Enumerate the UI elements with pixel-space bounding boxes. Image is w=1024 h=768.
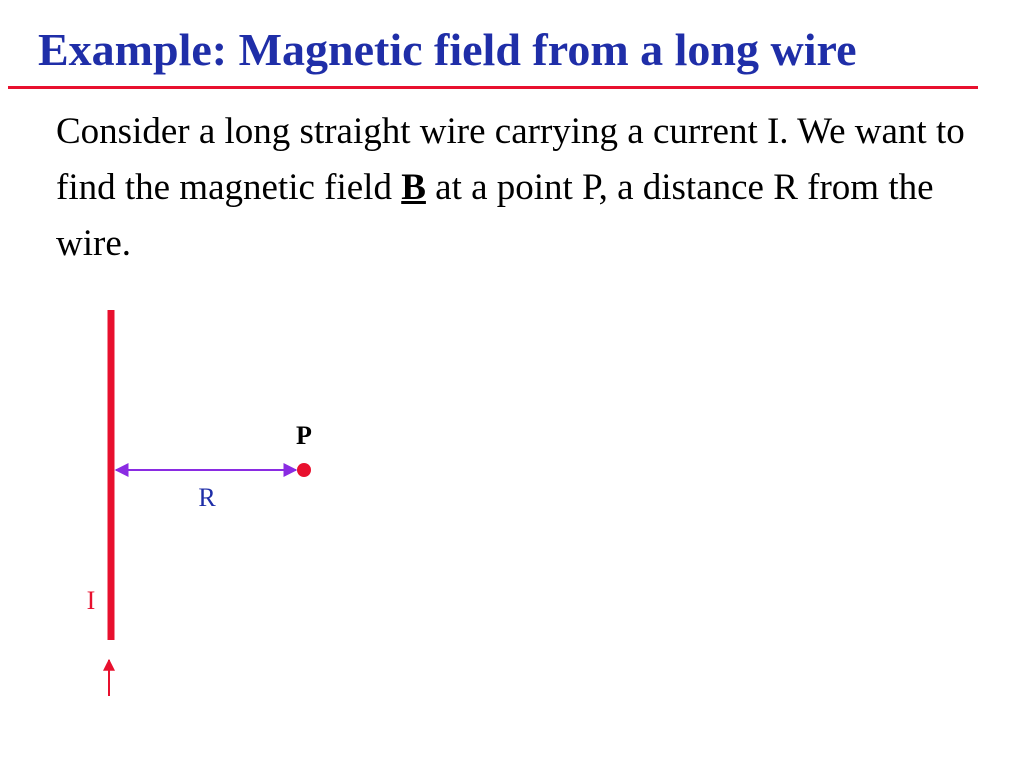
body-text-end: at a point P, a distance R from the wire. (56, 167, 934, 264)
point-p-dot (297, 463, 311, 477)
current-label: I (86, 586, 96, 615)
point-p-label: P (296, 421, 312, 450)
slide-title: Example: Magnetic field from a long wire (38, 24, 857, 75)
body-text-start: Consider a long straight wire carrying a current I. We want to find the magnetic field (56, 111, 965, 208)
magnetic-field-symbol: B (401, 167, 426, 208)
distance-label: R (198, 483, 216, 512)
